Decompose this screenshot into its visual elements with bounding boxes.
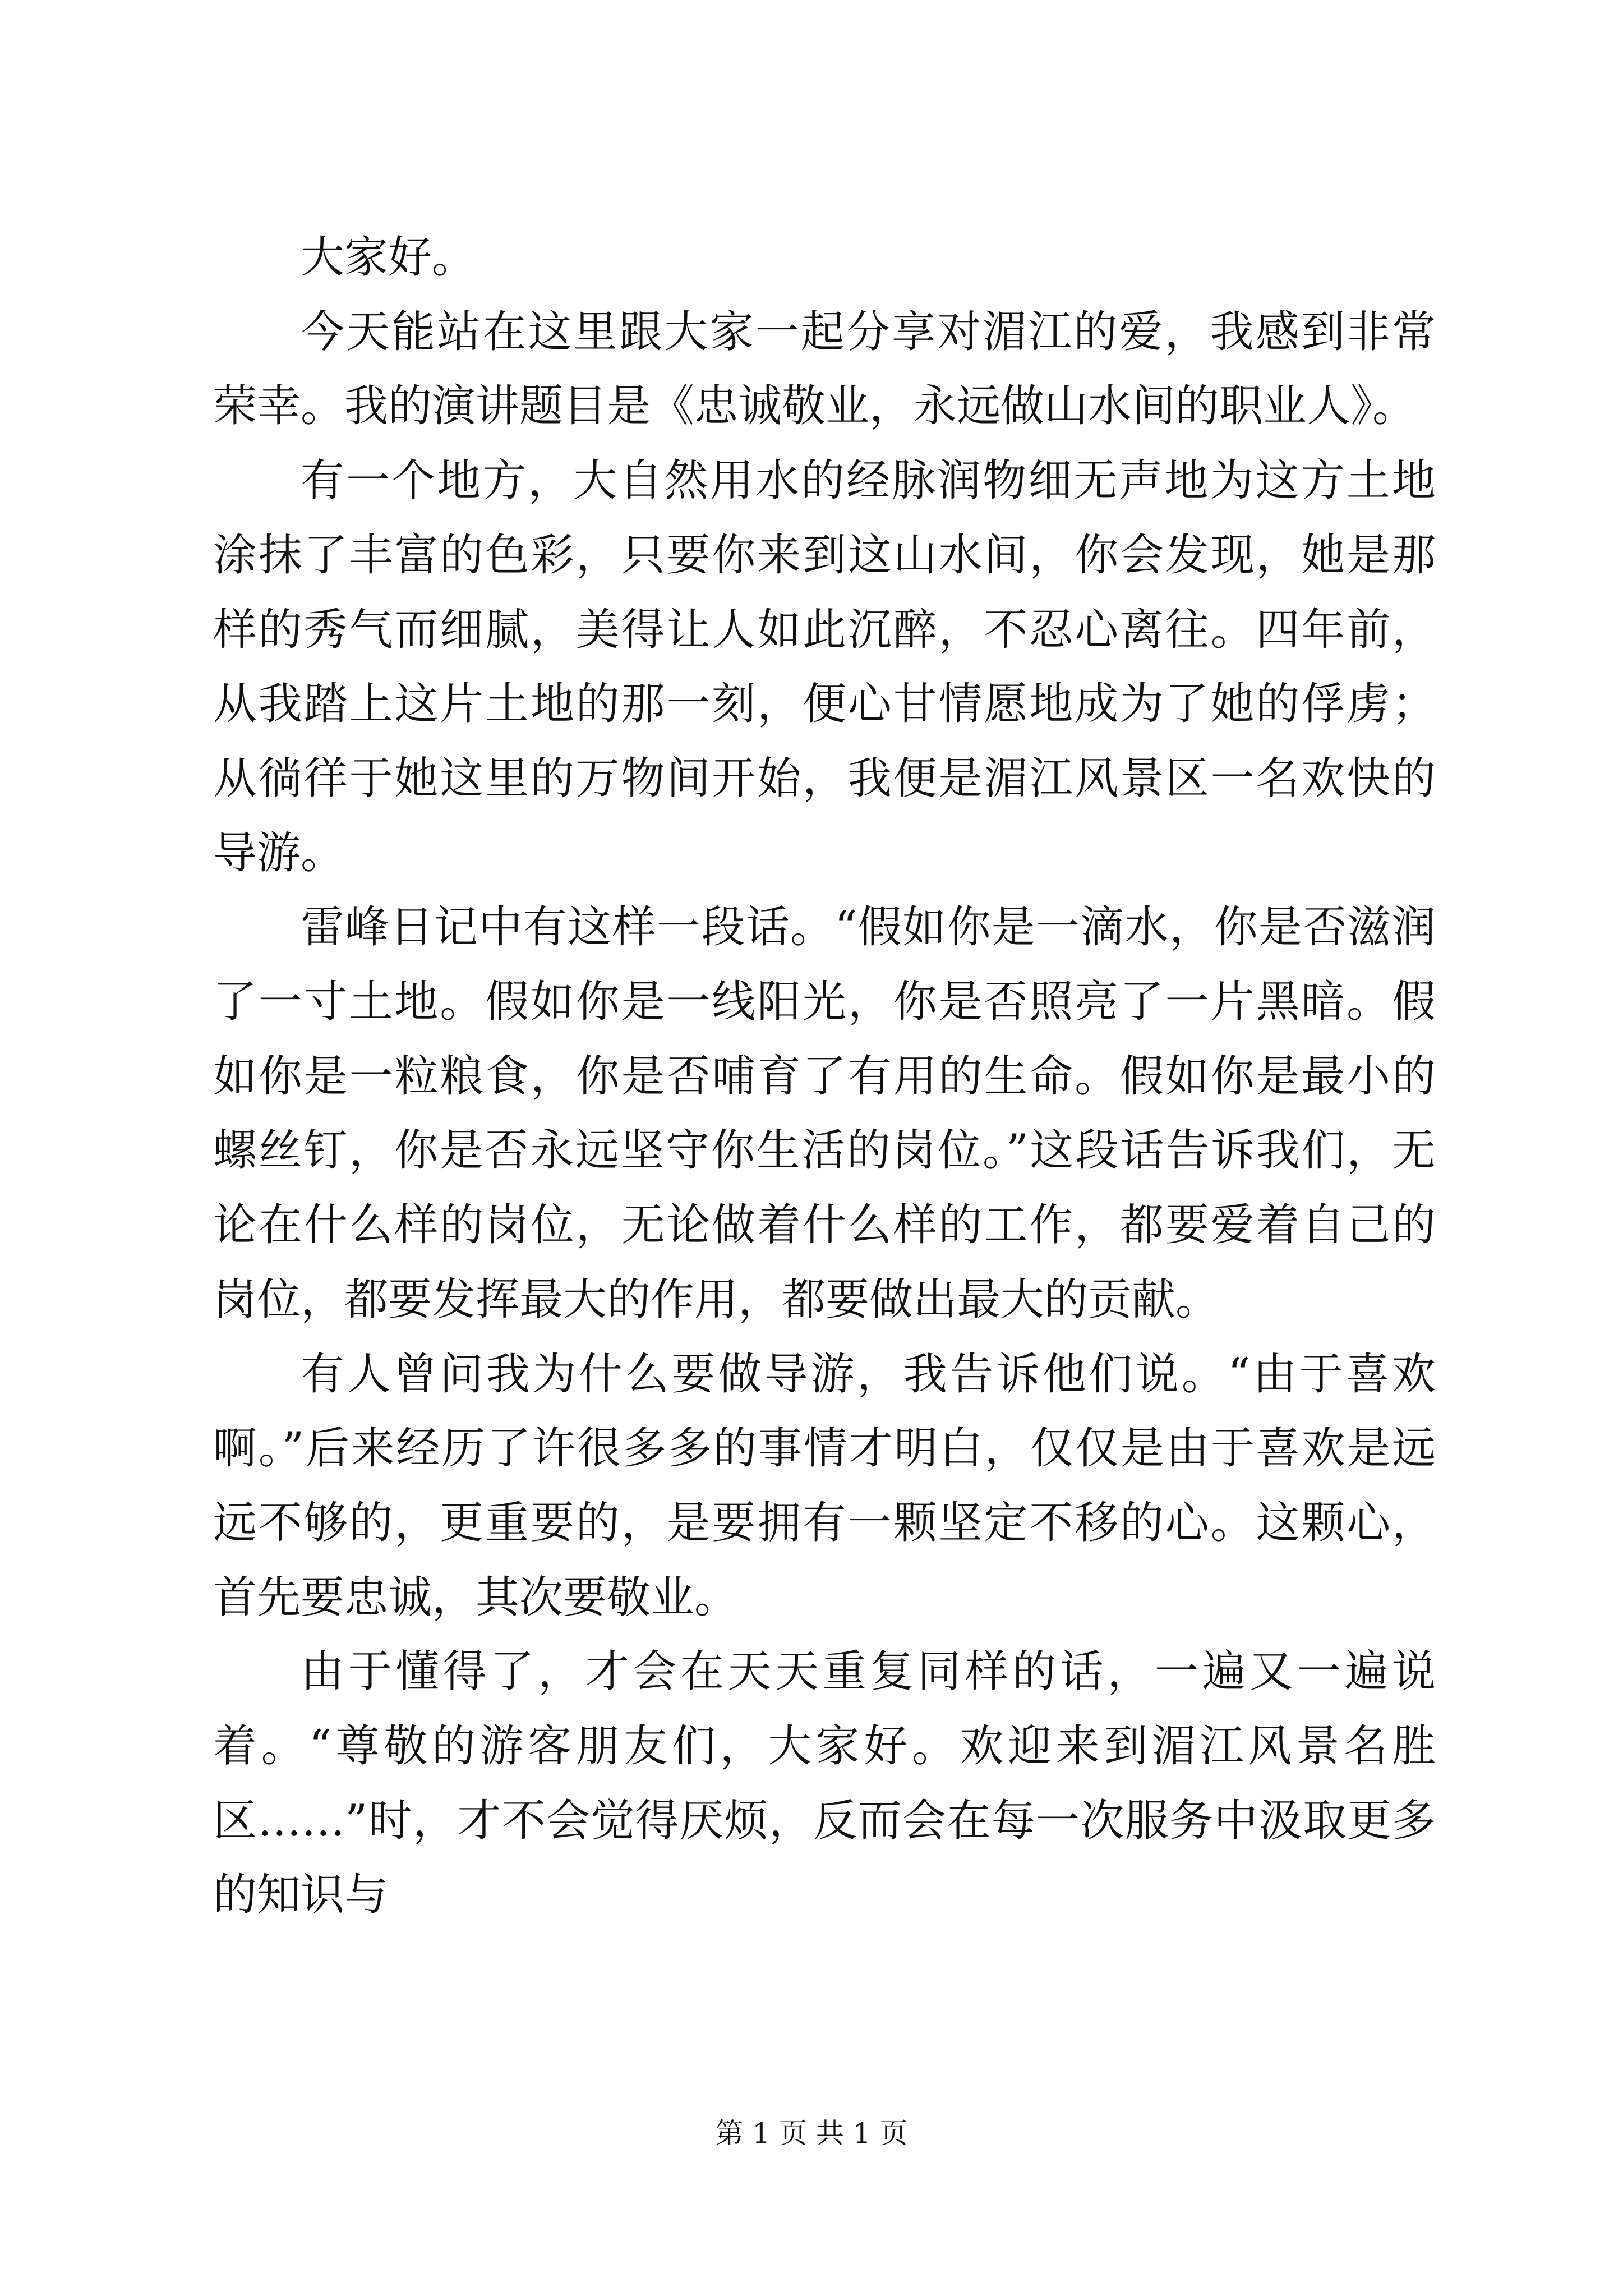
document-body <box>213 220 1436 1932</box>
paragraph-why-guide: 有人曾问我为什么要做导游，我告诉他们说。“由于喜欢啊。”后来经历了许很多多的事情才明白，仅仅是由于喜欢是远远不够的，更重要的，是要拥有一颗坚定不移的心。这颗心，首先要忠诚，其次要敬业。 <box>213 1349 1436 1623</box>
paragraph-repetition: 由于懂得了，才会在天天重复同样的话，一遍又一遍说着。“尊敬的游客朋友们，大家好。欢迎来到湄江风景名胜区……”时，才不会觉得厌烦，反而会在每一次服务中汲取更多的知识与 <box>213 1646 1436 1921</box>
page-number-footer: 第 1 页 共 1 页 <box>715 2117 908 2150</box>
paragraph-greeting: 大家好。 <box>301 232 476 283</box>
paragraph-scenery: 有一个地方，大自然用水的经脉润物细无声地为这方土地涂抹了丰富的色彩，只要你来到这山水间，你会发现，她是那样的秀气而细腻，美得让人如此沉醉，不忍心离往。四年前，从我踏上这片土地的那一刻，便心甘情愿地成为了她的俘虏；从徜徉于她这里的万物间开始，我便是湄江风景区一名欢快的导游。 <box>213 455 1436 878</box>
paragraph-introduction: 今天能站在这里跟大家一起分享对湄江的爱，我感到非常荣幸。我的演讲题目是《忠诚敬业，永远做山水间的职业人》。 <box>213 306 1436 432</box>
paragraph-leifeng-quote: 雷峰日记中有这样一段话。“假如你是一滴水，你是否滋润了一寸土地。假如你是一线阳光，你是否照亮了一片黑暗。假如你是一粒粮食，你是否哺育了有用的生命。假如你是最小的螺丝钉，你是否永远坚守你生活的岗位。”这段话告诉我们，无论在什么样的岗位，无论做着什么样的工作，都要爱着自己的岗位，都要发挥最大的作用，都要做出最大的贡献。 <box>213 902 1436 1325</box>
